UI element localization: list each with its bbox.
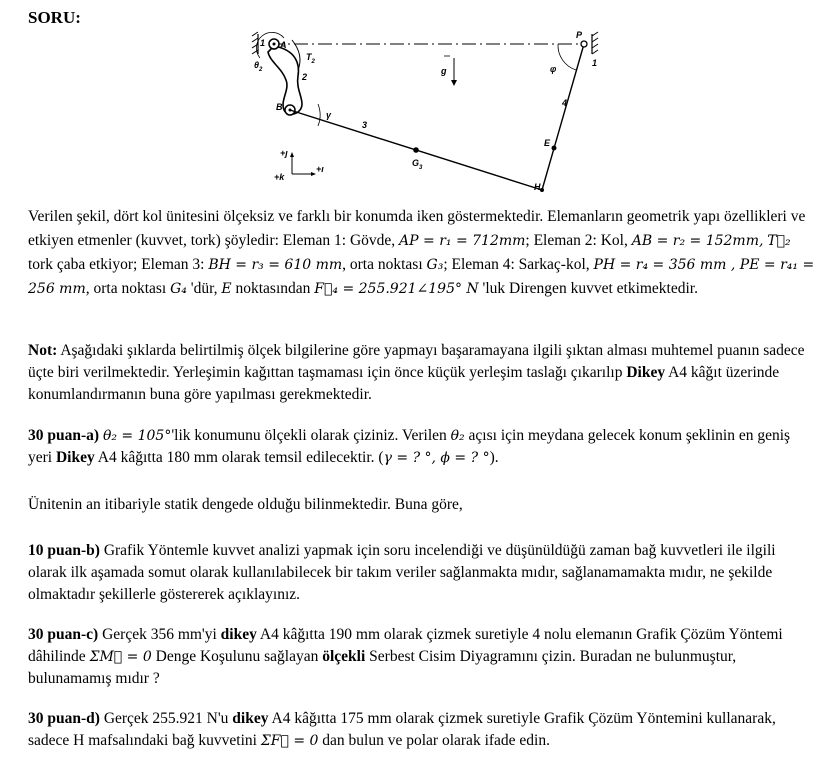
- axes-triad: [290, 152, 316, 176]
- label-one-left: 1: [260, 38, 266, 48]
- joint-h: [540, 188, 544, 192]
- label-gamma: γ: [326, 110, 332, 120]
- question-heading: SORU:: [28, 8, 81, 27]
- label-three: 3: [362, 120, 368, 130]
- paragraph-static-equilibrium: Ünitenin an itibariyle statik dengede olduğu bilinmektedir. Buna göre,: [28, 496, 463, 513]
- point-e: [552, 146, 557, 151]
- paragraph-part-c: 30 puan-c) Gerçek 356 mm'yi dikey A4 kâğıtta 190 mm olarak çizmek suretiyle 4 nolu elemanın Grafik Çözüm Yöntemi dâhilinde ΣM⃗ = 0 Denge Koşulunu sağlayan ölçekli Serbest Cisim Diyagramını çizin. Buradan ne bulunmuştur, bulunamamış mıdır ?: [28, 626, 783, 687]
- label-h: H: [534, 182, 541, 192]
- label-g: g: [441, 66, 447, 76]
- label-axis-i: +ı: [316, 164, 324, 174]
- ground-hatch-p: [592, 32, 598, 54]
- label-one-right: 1: [592, 58, 598, 68]
- label-phi: φ: [550, 64, 557, 74]
- label-axis-j: +ȷ: [280, 148, 288, 158]
- four-bar-mechanism-figure: [240, 24, 620, 200]
- label-a: A: [280, 40, 287, 50]
- label-four: 4: [562, 98, 568, 108]
- label-t2: $T_2$: [306, 52, 315, 65]
- gamma-angle-arc: [318, 104, 320, 126]
- paragraph-part-a: 30 puan-a) θ₂ = 105°'lik konumunu ölçekli olarak çiziniz. Verilen θ₂ açısı için meydana gelecek konum şeklinin en geniş yeri Dikey A4 kâğıtta 180 mm olarak temsil edilecektir. (γ = ? °, ϕ = ? °).: [28, 427, 791, 466]
- label-e: E: [544, 138, 551, 148]
- label-p: P: [576, 30, 583, 40]
- label-axis-k: +k: [274, 172, 285, 182]
- label-two: 2: [302, 72, 308, 82]
- phi-angle-arc: [558, 44, 576, 70]
- link-2-crank: [268, 46, 302, 114]
- paragraph-part-b: 10 puan-b) Grafik Yöntemle kuvvet analizi yapmak için soru incelendiği ve düşünüldüğü zaman bağ kuvvetleri ile ilgili olarak ilk aşamada somut olarak kullanılabilecek bir takım veriler sağlanmakta mıdır, sağlanamamakta mıdır, ne şekilde olmaktadır şekillerle göstererek açıklayınız.: [28, 542, 776, 603]
- link-4-rocker: [542, 44, 584, 190]
- paragraph-description: Verilen şekil, dört kol ünitesini ölçeksiz ve farklı bir konumda iken göstermektedir. Elemanların geometrik yapı özellikleri ve etkiyen etmenler (kuvvet, tork) şöyledir: Eleman 1: Gövde, AP = r₁ = 712mm; Eleman 2: Kol, AB = r₂ = 152mm, T⃗₂ tork çaba etkiyor; Eleman 3: BH = r₃ = 610 mm, orta noktası G₃; Eleman 4: Sarkaç-kol, PH = r₄ = 356 mm , PE = r₄₁ = 256 mm, orta noktası G₄ 'dür, E noktasından F⃗₄ = 255.921∠195° N 'luk Direngen kuvvet etkimektedir.: [28, 208, 815, 297]
- label-g3: $G_3$: [412, 158, 423, 171]
- paragraph-note: Not: Aşağıdaki şıklarda belirtilmiş ölçek bilgilerine göre yapmayı başaramayana ilgili şıktan alması muhtemel puanın sadece üçte biri verilmektedir. Yerleşimin kağıttan taşmaması için önce küçük yerleşim taslağı çıkarılıp Dikey A4 kâğıt üzerinde konumlandırmanın buna göre yapılması gerekmektedir.: [28, 342, 805, 403]
- label-b: B: [276, 102, 283, 112]
- label-theta2: $\theta_2$: [254, 60, 263, 73]
- paragraph-part-d: 30 puan-d) Gerçek 255.921 N'u dikey A4 kâğıtta 175 mm olarak çizmek suretiyle Grafik Çözüm Yöntemini kullanarak, sadece H mafsalındaki bağ kuvvetini ΣF⃗ = 0 dan bulun ve polar olarak ifade edin.: [28, 710, 776, 749]
- joint-p: [581, 41, 587, 47]
- point-g3: [413, 147, 419, 153]
